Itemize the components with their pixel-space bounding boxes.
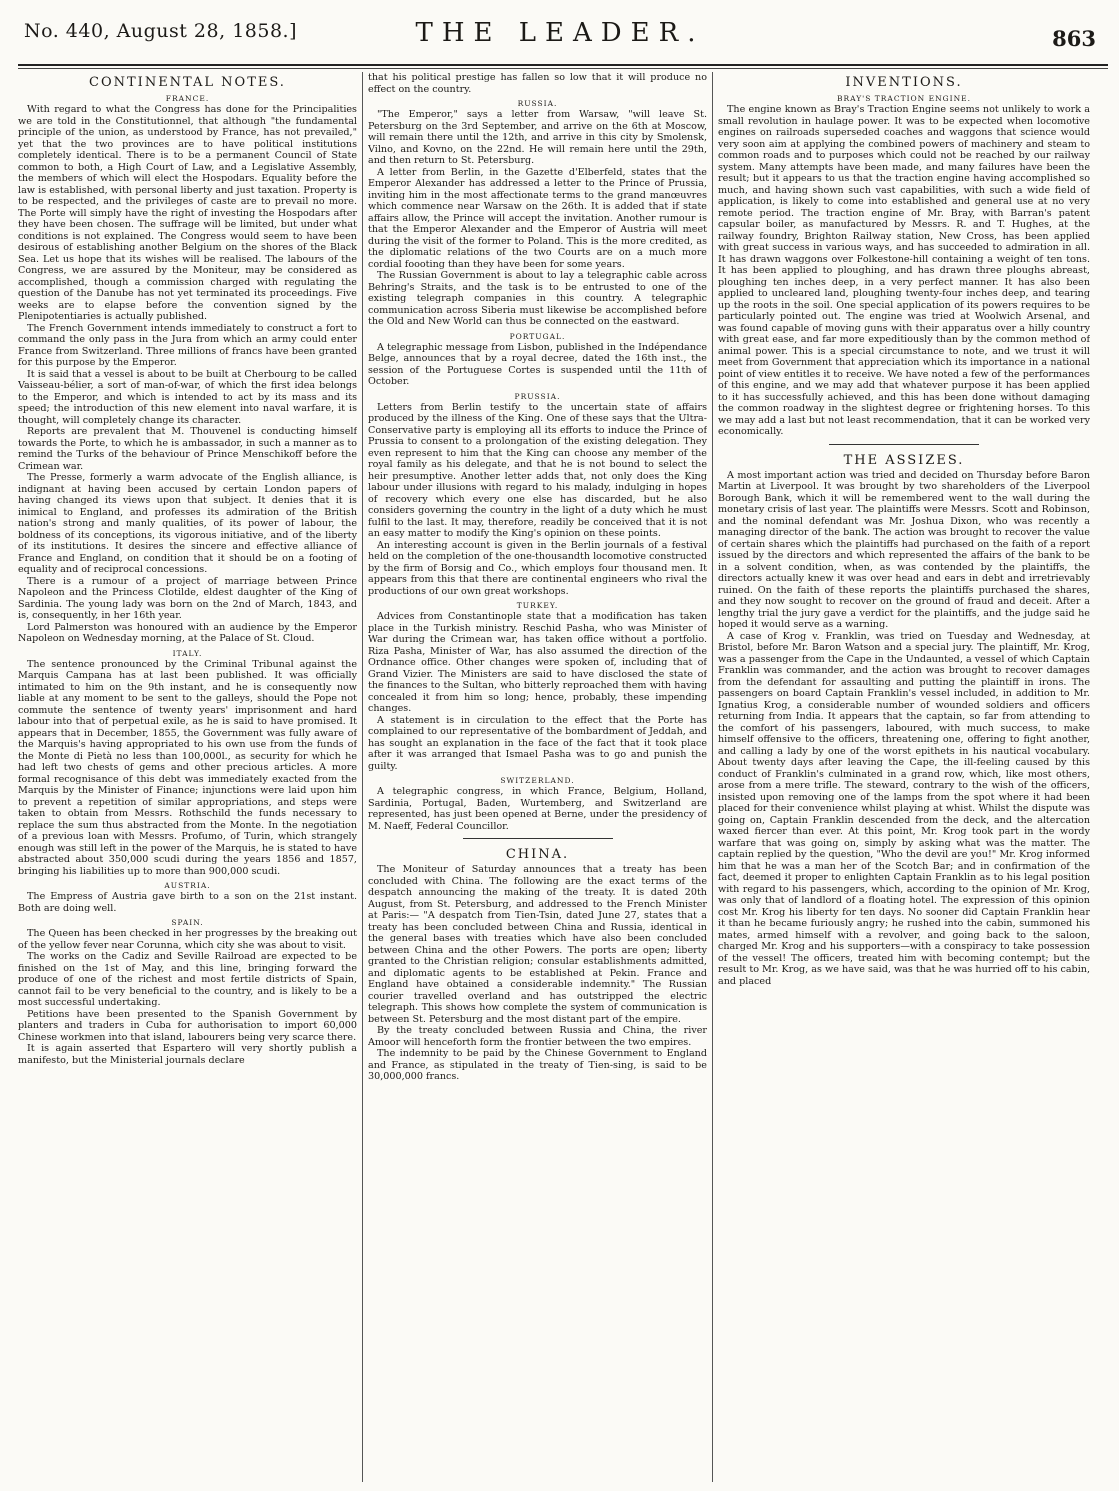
paragraph: The engine known as Bray's Traction Engine seems not unlikely to work a small revolution in haulage power. It was to be expected when locomotive engines on railroads superseded coaches and waggons that science would very soon aim at applying the combined powers of machinery and steam to common roads and to purposes which could not be reached by our railway system. Many attempts have been made, and many failures have been the result; but it appears to us that the traction engine having accomplished so much, and having shown such vast capabilities, with such a wide field of application, is likely to come into established and general use at no very remote period. The traction engine of Mr. Bray, with Barran's patent capsular boiler, as manufactured by Messrs. R. and T. Hughes, at the railway foundry, Brighton Railway station, New Cross, has been applied with great success in various ways, and has succeeded to admiration in all. It has drawn waggons over Folkestone-hill containing a weight of ten tons. It has been applied to ploughing, and has drawn three ploughs abreast, ploughing ten inches deep, in a very perfect manner. It has also been applied to uncleared land, ploughing twenty-four inches deep, and tearing up the roots in the soil. One special application of its powers requires to be particularly pointed out. The engine was tried at Woolwich Arsenal, and was found capable of moving guns with their apparatus over a hilly country with great ease, and far more expeditiously than by the common method of animal power. This is a special circumstance to note, and we trust it will meet from Government that appreciation which its importance in a national point of view entitles it to receive. We have noted a few of the performances of this engine, and we may add that whatever purpose it has been applied to it has successfully achieved, and this has been done without damaging the common roadway in the slightest degree or frightening horses. To this we may add a last but not least recommendation, that it can be worked very economically. <box>718 104 1090 437</box>
section-divider <box>463 838 613 839</box>
page-header <box>14 0 1106 58</box>
paragraph: Letters from Berlin testify to the uncertain state of affairs produced by the illness of the King. One of these says that the Ultra-Conservative party is employing all its efforts to induce the Prince of Prussia to consent to a prolongation of the existing delegation. They even represent to him that the King can choose any member of the royal family as his delegate, and that he is not bound to select the heir presumptive. Another letter adds that, not only does the King labour under illusions with regard to his malady, indulging in hopes of recovery which every one else has discarded, but he also considers governing the country in the light of a duty which he must fulfil to the last. It may, therefore, readily be conceived that it is not an easy matter to modify the King's opinion on these points. <box>368 401 707 539</box>
paragraph-continued: that his political prestige has fallen so low that it will produce no effect on the country. <box>368 72 707 95</box>
paragraph: An interesting account is given in the Berlin journals of a festival held on the completion of the one-thousandth locomotive constructed by the firm of Borsig and Co., which employs four thousand men. It appears from this that there are continental engineers who rival the productions of our own great workshops. <box>368 539 707 597</box>
paragraph: The sentence pronounced by the Criminal Tribunal against the Marquis Campana has at last been published. It was officially intimated to him on the 9th instant, and he is consequently now liable at any moment to be sent to the galleys, should the Pope not commute the sentence of twenty years' imprisonment and hard labour into that of perpetual exile, as he is said to have promised. It appears that in December, 1855, the Government was fully aware of the Marquis's having appropriated to his own use from the funds of the Monte di Pietà no less than 100,000l., as security for which he had left two chests of gems and other precious articles. A more formal recognisance of this debt was immediately exacted from the Marquis by the Minister of Finance; injunctions were laid upon him to prevent a repetition of similar appropriations, and steps were taken to obtain from Messrs. Rothschild the funds necessary to replace the sum thus abstracted from the Monte. In the negotiation of a previous loan with Messrs. Profumo, of Turin, which strangely enough was still left in the power of the Marquis, he is stated to have abstracted about 350,000 scudi during the years 1856 and 1857, bringing his liabilities up to more than 900,000 scudi. <box>18 658 357 877</box>
section-title-inventions: INVENTIONS. <box>845 75 963 90</box>
paragraph: The indemnity to be paid by the Chinese Government to England and France, as stipulated in the treaty of Tien-sing, is said to be 30,000,000 francs. <box>368 1048 707 1082</box>
subhead-russia: RUSSIA. <box>517 99 558 108</box>
paragraph: Reports are prevalent that M. Thouvenel is conducting himself towards the Porte, to which he is ambassador, in such a manner as to remind the Turks of the behaviour of Prince Menschikoff before the Crimean war. <box>18 426 357 472</box>
subhead-france: FRANCE. <box>165 94 210 103</box>
paragraph: A letter from Berlin, in the Gazette d'Elberfeld, states that the Emperor Alexander has addressed a letter to the Prince of Prussia, inviting him in the most affectionate terms to the grand manœuvres which commence near Warsaw on the 26th. It is added that if state affairs allow, the Prince will accept the invitation. Another rumour is that the Emperor Alexander and the Emperor of Austria will meet during the visit of the former to Poland. This is the more credited, as the diplomatic relations of the two Courts are on a much more cordial foooting than they have been for some years. <box>368 166 707 270</box>
paragraph: The works on the Cadiz and Seville Railroad are expected to be finished on the 1st of May, and this line, bringing forward the produce of one of the richest and most fertile districts of Spain, cannot fail to be very beneficial to the country, and is likely to be a most successful undertaking. <box>18 951 357 1008</box>
subhead-switzerland: SWITZERLAND. <box>500 776 575 785</box>
subhead-italy: ITALY. <box>172 648 203 658</box>
issue-date: No. 440, August 28, 1858.] <box>24 20 297 42</box>
paragraph: A telegraphic message from Lisbon, published in the Indépendance Belge, announces that by a royal decree, dated the 16th inst., the session of the Portuguese Cortes is suspended until the 11th of October. <box>368 341 707 387</box>
column-rule-2 <box>712 72 713 1482</box>
subhead-austria: AUSTRIA. <box>164 881 211 890</box>
paragraph: A telegraphic congress, in which France, Belgium, Holland, Sardinia, Portugal, Baden, Wurtemberg, and Switzerland are represented, has just been opened at Berne, under the presidency of M. Naeff, Federal Councillor. <box>368 786 707 832</box>
paragraph: A case of Krog v. Franklin, was tried on Tuesday and Wednesday, at Bristol, before Mr. Baron Watson and a special jury. The plaintiff, Mr. Krog, was a passenger from the Cape in the Undaunted, a vessel of which Captain Franklin was commander, and the action was brought to recover damages from the defendant for assaulting and putting the plaintiff in irons. The passengers on board Captain Franklin's vessel included, in addition to Mr. Ignatius Krog, a considerable number of wounded soldiers and officers returning from India. It appears that the captain, so far from attending to the comfort of his passengers, laboured, with much success, to make himself offensive to the officers, threatening one, offering to fight another, and calling a lady by one of the worst epithets in his nautical vocabulary. About twenty days after leaving the Cape, the ill-feeling caused by this conduct of Franklin's culminated in a grand row, which, like most others, arose from a mere trifle. The steward, contrary to the wish of the officers, insisted upon removing one of the lamps from the spot where it had been placed for their convenience whilst playing at whist. Whilst the dispute was going on, Captain Franklin descended from the deck, and the altercation waxed fiercer than ever. At this point, Mr. Krog took part in the wordy warfare that was going on, simply by asking what was the matter. The captain replied by the question, "Who the devil are you!" Mr. Krog informed him that he was a man her of the Scotch Bar; and in confirmation of the fact, deemed it proper to enlighten Captain Franklin as to his legal position with regard to his passengers, which, according to the opinion of Mr. Krog, was only that of landlord of a floating hotel. The expression of this opinion cost Mr. Krog his liberty for ten days. No sooner did Captain Franklin hear it than he became furiously angry; he rushed into the cabin, summoned his mates, armed himself with a revolver, and going back to the saloon, charged Mr. Krog and his supporters—with a conspiracy to take possession of the vessel! The officers, treated him with becoming contempt; but the result to Mr. Krog, as we have said, was that he was hurried off to his cabin, and placed <box>718 630 1090 987</box>
paragraph: The Empress of Austria gave birth to a son on the 21st instant. Both are doing well. <box>18 891 357 914</box>
paragraph: By the treaty concluded between Russia and China, the river Amoor will henceforth form the frontier between the two empires. <box>368 1025 707 1048</box>
paragraph: The French Government intends immediately to construct a fort to command the only pass in the Jura from which an army could enter France from Switzerland. Three millions of francs have been granted for this purpose by the Emperor. <box>18 322 357 368</box>
paragraph: A most important action was tried and decided on Thursday before Baron Martin at Liverpool. It was brought by two shareholders of the Liverpool Borough Bank, which it will be remembered went to the wall during the monetary crisis of last year. The plaintiffs were Messrs. Scott and Robinson, and the nominal defendant was Mr. Joshua Dixon, who was recently a managing director of the bank. The action was brought to recover the value of certain shares which the plaintiffs had purchased on the faith of a report issued by the directors and which represented the affairs of the bank to be in a solvent condition, when, as was contended by the plaintiffs, the directors actually knew it was over head and ears in debt and irretrievably ruined. On the faith of these reports the plaintiffs purchased the shares, and they now sought to recover on the ground of fraud and deceit. After a lengthy trial the jury gave a verdict for the plaintiffs, and the judge said he hoped it would serve as a warning. <box>718 469 1090 630</box>
column-inventions-assizes <box>718 72 1090 1482</box>
paragraph: With regard to what the Congress has done for the Principalities we are told in the Constitutionnel, that although "the fundamental principle of the union, as understood by France, has not prevailed," yet that the two provinces are to have political institutions completely identical. There is to be a permanent Council of State common to both, a High Court of Law, and a Legislative Assembly, the members of which will elect the Hospodars. Equality before the law is established, with personal liberty and just taxation. Property is to be respected, and the privileges of caste are to prevail no more. The Porte will simply have the right of investing the Hospodars after they have been chosen. The suffrage will be limited, but under what conditions is not explained. The Congress would seem to have been desirous of establishing another Belgium on the shores of the Black Sea. Let us hope that its wishes will be realised. The labours of the Congress, we are assured by the Moniteur, may be considered as accomplished, though a commission charged with regulating the question of the Danube has not yet terminated its proceedings. Five weeks are to elapse before the convention signed by the Plenipotentiaries is actually published. <box>18 104 357 322</box>
subhead-bray-engine: BRAY'S TRACTION ENGINE. <box>836 94 972 103</box>
paragraph: A statement is in circulation to the effect that the Porte has complained to our representative of the bombardment of Jeddah, and has sought an explanation in the face of the fact that it took place after it was arranged that Ismael Pasha was to go and punish the guilty. <box>368 714 707 772</box>
column-rule-1 <box>362 72 363 1482</box>
subhead-turkey: TURKEY. <box>516 601 559 610</box>
paragraph: Advices from Constantinople state that a modification has taken place in the Turkish ministry. Reschid Pasha, who was Minister of War during the Crimean war, has taken office without a portfolio. Riza Pasha, Minister of War, has also assumed the direction of the Ordnance office. Other changes were spoken of, including that of Grand Vizier. The Ministers are said to have disclosed the state of the finances to the Sultan, who bitterly reproached them with having concealed it from him so long; hence, probably, these impending changes. <box>368 611 707 714</box>
paragraph: Lord Palmerston was honoured with an audience by the Emperor Napoleon on Wednesday morning, at the Palace of St. Cloud. <box>18 621 357 644</box>
page-number: 863 <box>1052 26 1096 51</box>
column-continental-notes <box>18 72 357 1482</box>
paragraph: The Moniteur of Saturday announces that a treaty has been concluded with China. The following are the exact terms of the despatch announcing the making of the treaty. It is dated 20th August, from St. Petersburg, and addressed to the French Minister at Paris:— "A despatch from Tien-Tsin, dated June 27, states that a treaty has been concluded between China and Russia, identical in the general bases with treaties which have also been concluded between China and the other Powers. The ports are open; liberty granted to the Christian religion; consular establishments admitted, and diplomatic agents to be established at Pekin. France and England have obtained a considerable indemnity." The Russian courier travelled overland and has outstripped the electric telegraph. This shows how complete the system of communication is between St. Petersburg and the most distant part of the empire. <box>368 864 707 1025</box>
paragraph: It is said that a vessel is about to be built at Cherbourg to be called Vaisseau-bélier, a sort of man-of-war, of which the first idea belongs to the Emperor, and which is intended to act by its mass and its speed; the introduction of this new element into naval warfare, it is thought, will completely change its character. <box>18 368 357 426</box>
header-rule-thin <box>18 68 1108 69</box>
paragraph: It is again asserted that Espartero will very shortly publish a manifesto, but the Ministerial journals declare <box>18 1043 357 1066</box>
section-title-china: CHINA. <box>505 847 570 862</box>
paragraph: "The Emperor," says a letter from Warsaw, "will leave St. Petersburg on the 3rd September, and arrive on the 6th at Moscow, will remain there until the 12th, and arrive in this city by Smolensk, Vilno, and Kovno, on the 22nd. He will remain here until the 29th, and then return to St. Petersburg. <box>368 109 707 166</box>
paragraph: The Presse, formerly a warm advocate of the English alliance, is indignant at having been accused by certain London papers of having changed its views upon that subject. It denies that it is inimical to England, and professes its admiration of the British nation's strong and manly qualities, of its power of labour, the boldness of its conceptions, its vigorous initiative, and of the liberty of its institutions. It desires the sincere and effective alliance of France and England, on condition that it should be on a footing of equality and of reciprocal concessions. <box>18 472 357 575</box>
paragraph: The Russian Government is about to lay a telegraphic cable across Behring's Straits, and the task is to be entrusted to one of the existing telegraph companies in this country. A telegraphic communication across Siberia must likewise be accomplished before the Old and New World can thus be connected on the eastward. <box>368 270 707 327</box>
header-rule <box>18 64 1108 66</box>
subhead-spain: SPAIN. <box>171 918 204 927</box>
subhead-portugal: PORTUGAL. <box>509 331 566 341</box>
masthead-title: THE LEADER. <box>415 18 705 48</box>
section-title-continental: CONTINENTAL NOTES. <box>89 75 286 90</box>
paragraph: The Queen has been checked in her progresses by the breaking out of the yellow fever near Corunna, which city she was about to visit. <box>18 928 357 951</box>
column-foreign-news <box>368 72 707 1482</box>
paragraph: Petitions have been presented to the Spanish Government by planters and traders in Cuba for authorisation to import 60,000 Chinese workmen into that island, labourers being very scarce there. <box>18 1008 357 1043</box>
subhead-prussia: PRUSSIA. <box>514 391 561 401</box>
paragraph: There is a rumour of a project of marriage between Prince Napoleon and the Princess Clotilde, eldest daughter of the King of Sardinia. The young lady was born on the 2nd of March, 1843, and is, consequently, in her 16th year. <box>18 575 357 621</box>
section-divider <box>829 444 979 445</box>
section-title-assizes: THE ASSIZES. <box>843 452 965 468</box>
